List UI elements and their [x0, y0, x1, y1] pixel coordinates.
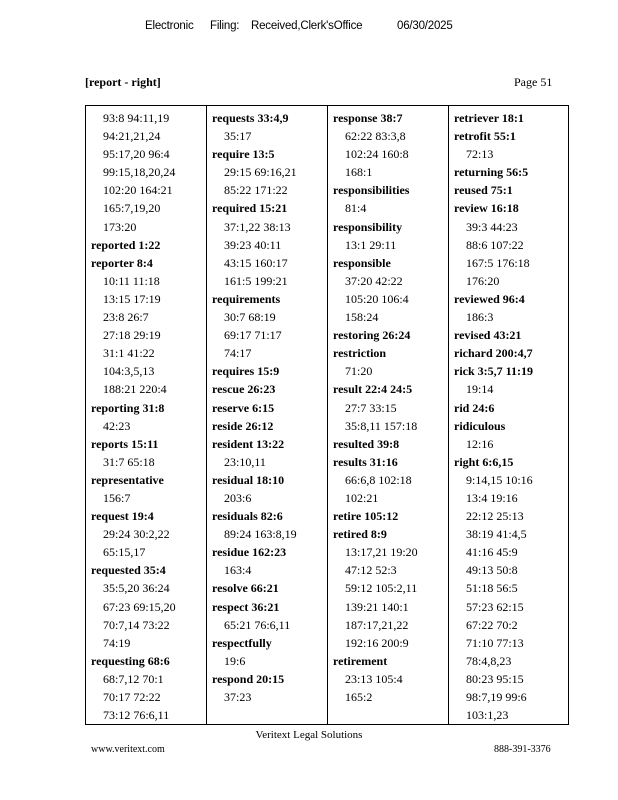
index-entry-word: reside 26:12 — [212, 418, 274, 433]
index-entry-cites: 62:22 83:3,8 — [345, 129, 406, 144]
footer-phone: 888-391-3376 — [494, 744, 551, 755]
index-entry-cites: 74:17 — [224, 346, 252, 361]
index-entry-word: residue 162:23 — [212, 545, 287, 560]
index-entry-cites: 38:19 41:4,5 — [466, 527, 527, 542]
index-entry-word: required 15:21 — [212, 201, 288, 216]
index-entry-cites: 29:24 30:2,22 — [103, 527, 170, 542]
index-entry-word: retrofit 55:1 — [454, 129, 516, 144]
index-entry-cites: 31:1 41:22 — [103, 346, 155, 361]
index-entry-cites: 73:12 76:6,11 — [103, 708, 170, 723]
index-entry-cites: 167:5 176:18 — [466, 255, 530, 270]
index-column-1 — [86, 106, 207, 724]
index-entry-word: returning 56:5 — [454, 165, 529, 180]
index-entry-cites: 67:23 69:15,20 — [103, 599, 176, 614]
index-entry-word: restriction — [333, 346, 387, 361]
index-entry-cites: 93:8 94:11,19 — [103, 111, 170, 125]
index-entry-word: resolve 66:21 — [212, 581, 279, 596]
index-entry-cites: 47:12 52:3 — [345, 563, 397, 578]
index-entry-cites: 103:1,23 — [466, 708, 509, 723]
index-entry-cites: 13:17,21 19:20 — [345, 545, 418, 560]
header-electronic: Electronic — [145, 20, 194, 32]
index-entry-word: residuals 82:6 — [212, 509, 283, 524]
index-entry-word: respond 20:15 — [212, 671, 285, 686]
index-entry-cites: 42:23 — [103, 418, 131, 433]
index-entry-word: richard 200:4,7 — [454, 346, 533, 361]
index-entry-word: response 38:7 — [333, 111, 403, 125]
index-column-4 — [449, 106, 568, 724]
index-entry-cites: 39:23 40:11 — [224, 237, 282, 252]
index-entry-word: resulted 39:8 — [333, 436, 400, 451]
index-entry-cites: 203:6 — [224, 490, 252, 505]
index-entry-cites: 69:17 71:17 — [224, 328, 282, 343]
index-entry-cites: 72:13 — [466, 147, 494, 162]
index-entry-cites: 43:15 160:17 — [224, 255, 288, 270]
index-column-3 — [328, 106, 449, 724]
index-entry-cites: 85:22 171:22 — [224, 183, 288, 198]
index-entry-cites: 37:20 42:22 — [345, 273, 403, 288]
index-entry-cites: 70:17 72:22 — [103, 690, 161, 704]
index-entry-word: residual 18:10 — [212, 472, 285, 487]
index-entry-word: reported 1:22 — [91, 237, 161, 252]
index-entry-cites: 67:22 70:2 — [466, 617, 518, 632]
index-entry-cites: 27:18 29:19 — [103, 328, 161, 343]
index-entry-word: respect 36:21 — [212, 599, 280, 614]
index-entry-word: retired 8:9 — [333, 527, 387, 542]
index-entry-cites: 78:4,8,23 — [466, 653, 512, 668]
index-entry-cites: 51:18 56:5 — [466, 581, 518, 596]
index-entry-word: reporting 31:8 — [91, 400, 165, 415]
index-entry-cites: 98:7,19 99:6 — [466, 690, 527, 704]
footer-website: www.veritext.com — [91, 744, 165, 755]
index-entry-word: right 6:6,15 — [454, 454, 514, 469]
index-entry-cites: 65:15,17 — [103, 545, 146, 560]
index-entry-word: reporter 8:4 — [91, 255, 153, 270]
index-entry-cites: 105:20 106:4 — [345, 291, 409, 306]
index-entry-cites: 102:21 — [345, 490, 379, 505]
header-received: Received,Clerk'sOffice — [251, 20, 363, 32]
index-entry-cites: 9:14,15 10:16 — [466, 472, 533, 487]
index-entry-word: retirement — [333, 653, 388, 668]
index-entry-cites: 173:20 — [103, 219, 137, 234]
index-entry-cites: 186:3 — [466, 310, 494, 325]
index-entry-word: review 16:18 — [454, 201, 519, 216]
index-entry-cites: 165:2 — [345, 690, 373, 704]
index-entry-word: reserve 6:15 — [212, 400, 275, 415]
index-entry-word: responsible — [333, 255, 391, 270]
index-entry-cites: 94:21,21,24 — [103, 129, 161, 144]
index-entry-cites: 23:10,11 — [224, 454, 266, 469]
index-entry-word: requires 15:9 — [212, 364, 280, 379]
index-entry-word: result 22:4 24:5 — [333, 382, 413, 397]
index-entry-cites: 176:20 — [466, 273, 500, 288]
index-entry-cites: 41:16 45:9 — [466, 545, 518, 560]
index-entry-cites: 35:17 — [224, 129, 252, 144]
header-filing: Filing: — [210, 20, 240, 32]
index-entry-word: retriever 18:1 — [454, 111, 524, 125]
index-entry-word: rid 24:6 — [454, 400, 495, 415]
index-entry-cites: 37:1,22 38:13 — [224, 219, 291, 234]
index-entry-word: responsibility — [333, 219, 403, 234]
page-number: Page 51 — [514, 75, 553, 89]
index-entry-cites: 102:20 164:21 — [103, 183, 173, 198]
index-entry-cites: 192:16 200:9 — [345, 635, 409, 650]
index-entry-word: representative — [91, 472, 164, 487]
index-entry-cites: 13:4 19:16 — [466, 490, 518, 505]
index-entry-cites: 187:17,21,22 — [345, 617, 409, 632]
index-entry-word: restoring 26:24 — [333, 328, 411, 343]
index-entry-cites: 29:15 69:16,21 — [224, 165, 297, 180]
index-entry-cites: 188:21 220:4 — [103, 382, 167, 397]
index-entry-cites: 161:5 199:21 — [224, 273, 288, 288]
index-entry-word: resident 13:22 — [212, 436, 285, 451]
index-entry-cites: 49:13 50:8 — [466, 563, 518, 578]
index-entry-cites: 12:16 — [466, 436, 494, 451]
index-entry-cites: 37:23 — [224, 690, 252, 704]
index-entry-cites: 27:7 33:15 — [345, 400, 397, 415]
index-entry-cites: 95:17,20 96:4 — [103, 147, 170, 162]
index-range: [report - right] — [85, 75, 161, 89]
index-entry-cites: 39:3 44:23 — [466, 219, 518, 234]
index-entry-cites: 102:24 160:8 — [345, 147, 409, 162]
word-index-table — [85, 105, 569, 725]
index-entry-word: responsibilities — [333, 183, 410, 198]
index-entry-cites: 71:20 — [345, 364, 373, 379]
index-entry-cites: 88:6 107:22 — [466, 237, 524, 252]
index-entry-cites: 80:23 95:15 — [466, 671, 524, 686]
index-entry-cites: 66:6,8 102:18 — [345, 472, 412, 487]
index-entry-word: rescue 26:23 — [212, 382, 276, 397]
index-entry-cites: 158:24 — [345, 310, 379, 325]
index-entry-cites: 168:1 — [345, 165, 373, 180]
index-entry-word: require 13:5 — [212, 147, 275, 162]
index-entry-word: requests 33:4,9 — [212, 111, 289, 125]
index-entry-cites: 99:15,18,20,24 — [103, 165, 176, 180]
index-entry-word: reviewed 96:4 — [454, 291, 525, 306]
footer-company: Veritext Legal Solutions — [255, 729, 363, 741]
index-entry-cites: 57:23 62:15 — [466, 599, 524, 614]
index-entry-cites: 23:13 105:4 — [345, 671, 403, 686]
index-entry-word: respectfully — [212, 635, 272, 650]
index-entry-cites: 23:8 26:7 — [103, 310, 149, 325]
index-entry-word: ridiculous — [454, 418, 506, 433]
index-entry-cites: 165:7,19,20 — [103, 201, 161, 216]
index-entry-word: revised 43:21 — [454, 328, 522, 343]
index-entry-cites: 89:24 163:8,19 — [224, 527, 297, 542]
index-entry-word: requested 35:4 — [91, 563, 166, 578]
index-entry-cites: 13:15 17:19 — [103, 291, 161, 306]
index-entry-word: reports 15:11 — [91, 436, 159, 451]
index-column-2 — [207, 106, 328, 724]
index-entry-cites: 68:7,12 70:1 — [103, 671, 164, 686]
index-entry-cites: 35:8,11 157:18 — [345, 418, 418, 433]
index-entry-cites: 139:21 140:1 — [345, 599, 409, 614]
index-entry-cites: 30:7 68:19 — [224, 310, 276, 325]
index-entry-cites: 31:7 65:18 — [103, 454, 155, 469]
index-entry-cites: 156:7 — [103, 490, 131, 505]
index-entry-word: results 31:16 — [333, 454, 398, 469]
index-entry-cites: 35:5,20 36:24 — [103, 581, 170, 596]
index-entry-cites: 65:21 76:6,11 — [224, 617, 291, 632]
index-entry-cites: 71:10 77:13 — [466, 635, 524, 650]
index-entry-cites: 81:4 — [345, 201, 367, 216]
index-entry-cites: 19:14 — [466, 382, 494, 397]
index-entry-word: reused 75:1 — [454, 183, 513, 198]
index-entry-cites: 22:12 25:13 — [466, 509, 524, 524]
index-entry-cites: 10:11 11:18 — [103, 273, 160, 288]
header-date: 06/30/2025 — [397, 20, 453, 32]
index-entry-word: retire 105:12 — [333, 509, 399, 524]
index-entry-word: request 19:4 — [91, 509, 154, 524]
index-entry-cites: 70:7,14 73:22 — [103, 617, 170, 632]
index-entry-cites: 13:1 29:11 — [345, 237, 397, 252]
index-entry-cites: 104:3,5,13 — [103, 364, 155, 379]
index-entry-word: requesting 68:6 — [91, 653, 170, 668]
index-entry-word: rick 3:5,7 11:19 — [454, 364, 533, 379]
index-entry-cites: 74:19 — [103, 635, 131, 650]
index-entry-word: requirements — [212, 291, 281, 306]
index-entry-cites: 19:6 — [224, 653, 246, 668]
index-entry-cites: 59:12 105:2,11 — [345, 581, 418, 596]
index-entry-cites: 163:4 — [224, 563, 252, 578]
